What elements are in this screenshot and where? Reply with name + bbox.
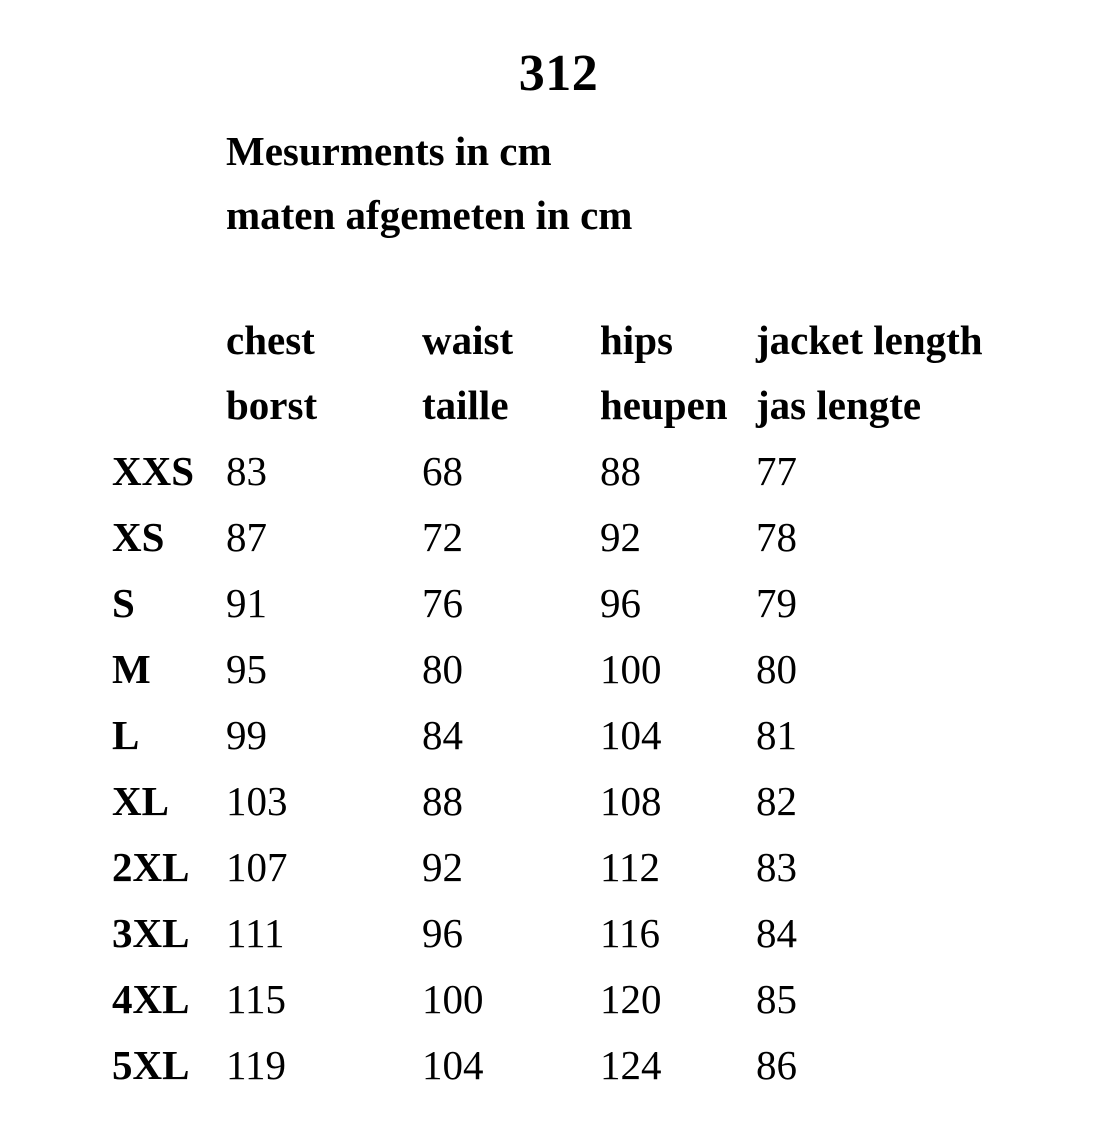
cell-size: M (112, 645, 151, 692)
cell-size: 2XL (112, 843, 190, 890)
cell-jacket-length: 78 (756, 513, 797, 560)
subtitle-line-en: Mesurments in cm (226, 128, 552, 174)
column-header-hips (600, 308, 756, 438)
column-header-waist-nl: taille (422, 381, 509, 428)
column-header-hips-nl: heupen (600, 381, 728, 428)
table-row (112, 636, 1026, 702)
cell-size: 3XL (112, 909, 190, 956)
table-row (112, 768, 1026, 834)
table-row (112, 702, 1026, 768)
column-header-size (112, 308, 226, 438)
cell-hips: 108 (600, 777, 662, 824)
cell-waist: 80 (422, 645, 463, 692)
cell-jacket-length: 77 (756, 447, 797, 494)
cell-hips: 116 (600, 909, 660, 956)
cell-waist: 76 (422, 579, 463, 626)
cell-chest: 103 (226, 777, 288, 824)
cell-jacket-length: 80 (756, 645, 797, 692)
cell-hips: 120 (600, 975, 662, 1022)
column-header-chest-en: chest (226, 317, 315, 363)
cell-hips: 92 (600, 513, 641, 560)
table-body (112, 438, 1026, 1098)
cell-chest: 119 (226, 1041, 286, 1088)
column-header-chest (226, 308, 422, 438)
column-header-waist-en: waist (422, 317, 514, 363)
cell-size: XL (112, 777, 169, 824)
cell-size: L (112, 711, 140, 758)
cell-hips: 88 (600, 447, 641, 494)
cell-chest: 87 (226, 513, 267, 560)
column-header-hips-en: hips (600, 317, 673, 363)
column-header-jacket-length-nl: jas lengte (756, 381, 922, 428)
cell-jacket-length: 81 (756, 711, 797, 758)
table-header (112, 308, 1026, 438)
table-row (112, 570, 1026, 636)
cell-chest: 91 (226, 579, 267, 626)
cell-waist: 84 (422, 711, 463, 758)
column-header-waist (422, 308, 600, 438)
cell-hips: 104 (600, 711, 662, 758)
cell-size: XS (112, 513, 165, 560)
cell-chest: 83 (226, 447, 267, 494)
cell-jacket-length: 85 (756, 975, 797, 1022)
table-row (112, 504, 1026, 570)
cell-waist: 92 (422, 843, 463, 890)
cell-jacket-length: 86 (756, 1041, 797, 1088)
table-header-row (112, 308, 1026, 438)
column-header-jacket-length-en: jacket length (756, 317, 983, 363)
cell-chest: 111 (226, 909, 285, 956)
cell-chest: 115 (226, 975, 286, 1022)
cell-waist: 104 (422, 1041, 484, 1088)
cell-size: S (112, 579, 135, 626)
cell-waist: 100 (422, 975, 484, 1022)
cell-jacket-length: 82 (756, 777, 797, 824)
cell-jacket-length: 79 (756, 579, 797, 626)
cell-size: 4XL (112, 975, 190, 1022)
column-header-chest-nl: borst (226, 381, 318, 428)
table-row (112, 1032, 1026, 1098)
cell-waist: 68 (422, 447, 463, 494)
table-row (112, 966, 1026, 1032)
cell-size: 5XL (112, 1041, 190, 1088)
table-row (112, 900, 1026, 966)
subtitle-line-nl: maten afgemeten in cm (226, 191, 633, 238)
table-row (112, 438, 1026, 504)
cell-waist: 72 (422, 513, 463, 560)
cell-waist: 96 (422, 909, 463, 956)
table-row (112, 834, 1026, 900)
cell-size: XXS (112, 447, 195, 494)
cell-chest: 107 (226, 843, 288, 890)
cell-hips: 100 (600, 645, 662, 692)
measurements-table (112, 308, 1026, 1098)
cell-hips: 112 (600, 843, 660, 890)
page-title: 312 (518, 45, 599, 102)
column-header-jacket-length (756, 308, 1026, 438)
cell-jacket-length: 84 (756, 909, 797, 956)
cell-jacket-length: 83 (756, 843, 797, 890)
subtitle-block (226, 120, 632, 247)
cell-waist: 88 (422, 777, 463, 824)
cell-chest: 95 (226, 645, 267, 692)
cell-hips: 96 (600, 579, 641, 626)
cell-hips: 124 (600, 1041, 662, 1088)
cell-chest: 99 (226, 711, 267, 758)
